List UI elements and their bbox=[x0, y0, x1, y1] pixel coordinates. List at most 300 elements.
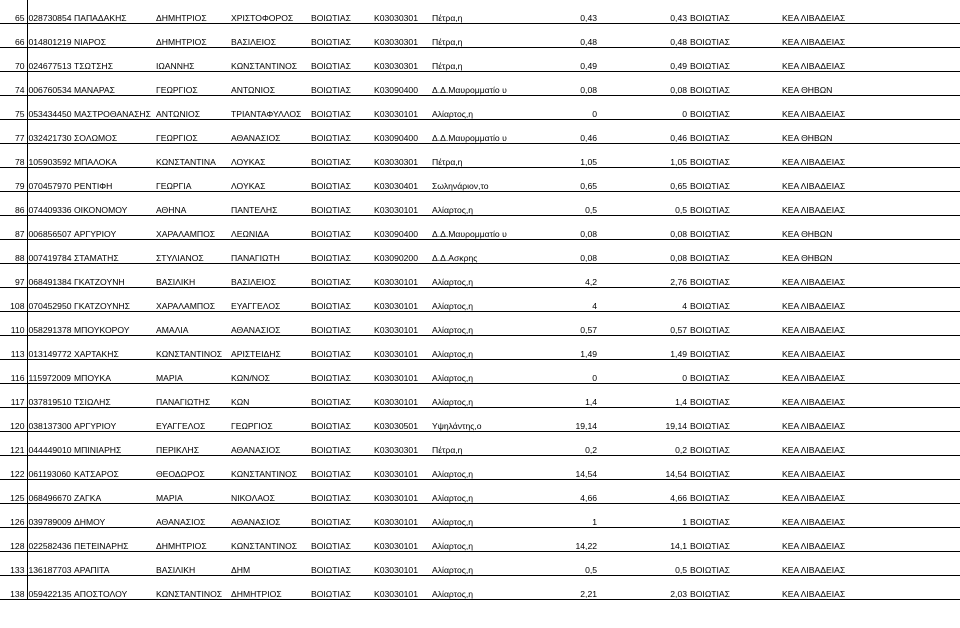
cell-v2[interactable]: 2,76 bbox=[599, 264, 689, 288]
cell-name[interactable]: ΚΩΝ bbox=[230, 384, 310, 408]
cell-father[interactable]: ΧΑΡΑΛΑΜΠΟΣ bbox=[155, 216, 230, 240]
cell-kea[interactable]: ΚΕΑ ΛΙΒΑΔΕΙΑΣ bbox=[781, 504, 960, 528]
cell-region[interactable]: ΒΟΙΩΤΙΑΣ bbox=[689, 264, 781, 288]
cell-region[interactable]: ΒΟΙΩΤΙΑΣ bbox=[689, 504, 781, 528]
cell-name[interactable]: ΚΩΝ/ΝΟΣ bbox=[230, 360, 310, 384]
cell-code[interactable]: 006760534 bbox=[27, 72, 73, 96]
cell-father[interactable]: ΔΗΜΗΤΡΙΟΣ bbox=[155, 528, 230, 552]
cell-place[interactable]: Αλίαρτος,η bbox=[431, 504, 527, 528]
cell-kea[interactable]: ΚΕΑ ΛΙΒΑΔΕΙΑΣ bbox=[781, 264, 960, 288]
cell-father[interactable]: ΧΑΡΑΛΑΜΠΟΣ bbox=[155, 288, 230, 312]
cell-kcode[interactable]: K03090400 bbox=[373, 216, 431, 240]
cell-name[interactable]: ΑΡΙΣΤΕΙΔΗΣ bbox=[230, 336, 310, 360]
cell-v1[interactable]: 0,48 bbox=[527, 24, 599, 48]
cell-code[interactable]: 074409336 bbox=[27, 192, 73, 216]
cell-kcode[interactable]: K03030301 bbox=[373, 0, 431, 24]
cell-v2[interactable]: 0,48 bbox=[599, 24, 689, 48]
cell-surname[interactable]: ΣΤΑΜΑΤΗΣ bbox=[73, 240, 155, 264]
cell-father[interactable]: ΠΕΡΙΚΛΗΣ bbox=[155, 432, 230, 456]
cell-v2[interactable]: 0 bbox=[599, 360, 689, 384]
cell-prefecture[interactable]: ΒΟΙΩΤΙΑΣ bbox=[310, 24, 373, 48]
cell-region[interactable]: ΒΟΙΩΤΙΑΣ bbox=[689, 96, 781, 120]
cell-code[interactable]: 059422135 bbox=[27, 576, 73, 600]
cell-code[interactable]: 105903592 bbox=[27, 144, 73, 168]
cell-surname[interactable]: ΑΡΓΥΡΙΟΥ bbox=[73, 216, 155, 240]
cell-region[interactable]: ΒΟΙΩΤΙΑΣ bbox=[689, 288, 781, 312]
cell-prefecture[interactable]: ΒΟΙΩΤΙΑΣ bbox=[310, 432, 373, 456]
cell-v1[interactable]: 19,14 bbox=[527, 408, 599, 432]
cell-num[interactable]: 120 bbox=[0, 408, 27, 432]
cell-v1[interactable]: 0,2 bbox=[527, 432, 599, 456]
cell-prefecture[interactable]: ΒΟΙΩΤΙΑΣ bbox=[310, 96, 373, 120]
cell-code[interactable]: 061193060 bbox=[27, 456, 73, 480]
cell-surname[interactable]: ΜΑΣΤΡΟΘΑΝΑΣΗΣ bbox=[73, 96, 155, 120]
cell-v2[interactable]: 0,08 bbox=[599, 72, 689, 96]
cell-region[interactable]: ΒΟΙΩΤΙΑΣ bbox=[689, 576, 781, 600]
cell-kea[interactable]: ΚΕΑ ΛΙΒΑΔΕΙΑΣ bbox=[781, 144, 960, 168]
cell-prefecture[interactable]: ΒΟΙΩΤΙΑΣ bbox=[310, 408, 373, 432]
cell-kcode[interactable]: K03030301 bbox=[373, 432, 431, 456]
cell-surname[interactable]: ΣΟΛΩΜΟΣ bbox=[73, 120, 155, 144]
cell-prefecture[interactable]: ΒΟΙΩΤΙΑΣ bbox=[310, 144, 373, 168]
cell-region[interactable]: ΒΟΙΩΤΙΑΣ bbox=[689, 408, 781, 432]
cell-v2[interactable]: 0,57 bbox=[599, 312, 689, 336]
cell-name[interactable]: ΠΑΝΑΓΙΩΤΗ bbox=[230, 240, 310, 264]
cell-name[interactable]: ΓΕΩΡΓΙΟΣ bbox=[230, 408, 310, 432]
cell-place[interactable]: Πέτρα,η bbox=[431, 144, 527, 168]
cell-name[interactable]: ΔΗΜ bbox=[230, 552, 310, 576]
cell-region[interactable]: ΒΟΙΩΤΙΑΣ bbox=[689, 120, 781, 144]
cell-prefecture[interactable]: ΒΟΙΩΤΙΑΣ bbox=[310, 72, 373, 96]
cell-father[interactable]: ΚΩΝΣΤΑΝΤΙΝΟΣ bbox=[155, 576, 230, 600]
cell-prefecture[interactable]: ΒΟΙΩΤΙΑΣ bbox=[310, 528, 373, 552]
cell-code[interactable]: 037819510 bbox=[27, 384, 73, 408]
cell-surname[interactable]: ΠΑΠΑΔΑΚΗΣ bbox=[73, 0, 155, 24]
cell-prefecture[interactable]: ΒΟΙΩΤΙΑΣ bbox=[310, 576, 373, 600]
cell-prefecture[interactable]: ΒΟΙΩΤΙΑΣ bbox=[310, 48, 373, 72]
cell-surname[interactable]: ΟΙΚΟΝΟΜΟΥ bbox=[73, 192, 155, 216]
cell-num[interactable]: 126 bbox=[0, 504, 27, 528]
cell-name[interactable]: ΑΝΤΩΝΙΟΣ bbox=[230, 72, 310, 96]
cell-kcode[interactable]: K03090400 bbox=[373, 120, 431, 144]
cell-num[interactable]: 97 bbox=[0, 264, 27, 288]
cell-region[interactable]: ΒΟΙΩΤΙΑΣ bbox=[689, 144, 781, 168]
cell-kea[interactable]: ΚΕΑ ΛΙΒΑΔΕΙΑΣ bbox=[781, 432, 960, 456]
cell-kea[interactable]: ΚΕΑ ΘΗΒΩΝ bbox=[781, 240, 960, 264]
cell-name[interactable]: ΚΩΝΣΤΑΝΤΙΝΟΣ bbox=[230, 48, 310, 72]
cell-region[interactable]: ΒΟΙΩΤΙΑΣ bbox=[689, 240, 781, 264]
cell-name[interactable]: ΠΑΝΤΕΛΗΣ bbox=[230, 192, 310, 216]
cell-v2[interactable]: 19,14 bbox=[599, 408, 689, 432]
cell-surname[interactable]: ΑΡΑΠΙΤΑ bbox=[73, 552, 155, 576]
cell-place[interactable]: Υψηλάντης,ο bbox=[431, 408, 527, 432]
cell-num[interactable]: 79 bbox=[0, 168, 27, 192]
cell-father[interactable]: ΑΘΗΝΑ bbox=[155, 192, 230, 216]
cell-code[interactable]: 058291378 bbox=[27, 312, 73, 336]
cell-surname[interactable]: ΜΠΟΥΚΑ bbox=[73, 360, 155, 384]
cell-surname[interactable]: ΜΠΑΛΟΚΑ bbox=[73, 144, 155, 168]
cell-region[interactable]: ΒΟΙΩΤΙΑΣ bbox=[689, 72, 781, 96]
cell-prefecture[interactable]: ΒΟΙΩΤΙΑΣ bbox=[310, 504, 373, 528]
cell-num[interactable]: 133 bbox=[0, 552, 27, 576]
cell-kea[interactable]: ΚΕΑ ΛΙΒΑΔΕΙΑΣ bbox=[781, 552, 960, 576]
cell-kea[interactable]: ΚΕΑ ΛΙΒΑΔΕΙΑΣ bbox=[781, 576, 960, 600]
cell-code[interactable]: 013149772 bbox=[27, 336, 73, 360]
cell-kcode[interactable]: K03030101 bbox=[373, 312, 431, 336]
cell-region[interactable]: ΒΟΙΩΤΙΑΣ bbox=[689, 528, 781, 552]
cell-v1[interactable]: 1,4 bbox=[527, 384, 599, 408]
cell-kea[interactable]: ΚΕΑ ΘΗΒΩΝ bbox=[781, 216, 960, 240]
cell-place[interactable]: Πέτρα,η bbox=[431, 48, 527, 72]
cell-num[interactable]: 128 bbox=[0, 528, 27, 552]
cell-kea[interactable]: ΚΕΑ ΛΙΒΑΔΕΙΑΣ bbox=[781, 408, 960, 432]
cell-father[interactable]: ΑΝΤΩΝΙΟΣ bbox=[155, 96, 230, 120]
cell-code[interactable]: 136187703 bbox=[27, 552, 73, 576]
cell-v1[interactable]: 0,08 bbox=[527, 72, 599, 96]
cell-code[interactable]: 032421730 bbox=[27, 120, 73, 144]
cell-name[interactable]: ΧΡΙΣΤΟΦΟΡΟΣ bbox=[230, 0, 310, 24]
cell-region[interactable]: ΒΟΙΩΤΙΑΣ bbox=[689, 384, 781, 408]
cell-v2[interactable]: 0,46 bbox=[599, 120, 689, 144]
cell-kcode[interactable]: K03030101 bbox=[373, 384, 431, 408]
cell-region[interactable]: ΒΟΙΩΤΙΑΣ bbox=[689, 336, 781, 360]
cell-code[interactable]: 068496670 bbox=[27, 480, 73, 504]
cell-prefecture[interactable]: ΒΟΙΩΤΙΑΣ bbox=[310, 216, 373, 240]
cell-father[interactable]: ΑΜΑΛΙΑ bbox=[155, 312, 230, 336]
cell-surname[interactable]: ΜΠΟΥΚΟΡΟΥ bbox=[73, 312, 155, 336]
cell-name[interactable]: ΛΟΥΚΑΣ bbox=[230, 168, 310, 192]
cell-v1[interactable]: 0,5 bbox=[527, 192, 599, 216]
cell-v1[interactable]: 0,08 bbox=[527, 240, 599, 264]
cell-father[interactable]: ΕΥΑΓΓΕΛΟΣ bbox=[155, 408, 230, 432]
cell-place[interactable]: Πέτρα,η bbox=[431, 24, 527, 48]
cell-prefecture[interactable]: ΒΟΙΩΤΙΑΣ bbox=[310, 480, 373, 504]
cell-v2[interactable]: 0,43 bbox=[599, 0, 689, 24]
cell-kea[interactable]: ΚΕΑ ΛΙΒΑΔΕΙΑΣ bbox=[781, 192, 960, 216]
cell-region[interactable]: ΒΟΙΩΤΙΑΣ bbox=[689, 552, 781, 576]
cell-v2[interactable]: 0,49 bbox=[599, 48, 689, 72]
cell-kea[interactable]: ΚΕΑ ΛΙΒΑΔΕΙΑΣ bbox=[781, 0, 960, 24]
cell-prefecture[interactable]: ΒΟΙΩΤΙΑΣ bbox=[310, 0, 373, 24]
cell-kea[interactable]: ΚΕΑ ΛΙΒΑΔΕΙΑΣ bbox=[781, 288, 960, 312]
cell-surname[interactable]: ΓΚΑΤΖΟΥΝΗΣ bbox=[73, 288, 155, 312]
cell-region[interactable]: ΒΟΙΩΤΙΑΣ bbox=[689, 192, 781, 216]
cell-place[interactable]: Δ.Δ.Μαυρομματίο υ bbox=[431, 72, 527, 96]
cell-prefecture[interactable]: ΒΟΙΩΤΙΑΣ bbox=[310, 264, 373, 288]
cell-prefecture[interactable]: ΒΟΙΩΤΙΑΣ bbox=[310, 192, 373, 216]
cell-num[interactable]: 86 bbox=[0, 192, 27, 216]
cell-kea[interactable]: ΚΕΑ ΛΙΒΑΔΕΙΑΣ bbox=[781, 360, 960, 384]
cell-surname[interactable]: ΖΑΓΚΑ bbox=[73, 480, 155, 504]
cell-num[interactable]: 125 bbox=[0, 480, 27, 504]
cell-name[interactable]: ΒΑΣΙΛΕΙΟΣ bbox=[230, 24, 310, 48]
cell-prefecture[interactable]: ΒΟΙΩΤΙΑΣ bbox=[310, 552, 373, 576]
cell-father[interactable]: ΣΤΥΛΙΑΝΟΣ bbox=[155, 240, 230, 264]
cell-num[interactable]: 110 bbox=[0, 312, 27, 336]
cell-prefecture[interactable]: ΒΟΙΩΤΙΑΣ bbox=[310, 336, 373, 360]
cell-surname[interactable]: ΠΕΤΕΙΝΑΡΗΣ bbox=[73, 528, 155, 552]
cell-place[interactable]: Σωληνάριον,το bbox=[431, 168, 527, 192]
cell-v1[interactable]: 4 bbox=[527, 288, 599, 312]
cell-kea[interactable]: ΚΕΑ ΘΗΒΩΝ bbox=[781, 120, 960, 144]
cell-v1[interactable]: 0 bbox=[527, 96, 599, 120]
cell-name[interactable]: ΛΟΥΚΑΣ bbox=[230, 144, 310, 168]
cell-prefecture[interactable]: ΒΟΙΩΤΙΑΣ bbox=[310, 120, 373, 144]
cell-kcode[interactable]: K03030301 bbox=[373, 144, 431, 168]
cell-prefecture[interactable]: ΒΟΙΩΤΙΑΣ bbox=[310, 456, 373, 480]
cell-code[interactable]: 053434450 bbox=[27, 96, 73, 120]
cell-place[interactable]: Δ.Δ.Μαυρομματίο υ bbox=[431, 216, 527, 240]
cell-v2[interactable]: 1,4 bbox=[599, 384, 689, 408]
cell-num[interactable]: 108 bbox=[0, 288, 27, 312]
cell-prefecture[interactable]: ΒΟΙΩΤΙΑΣ bbox=[310, 312, 373, 336]
cell-kea[interactable]: ΚΕΑ ΛΙΒΑΔΕΙΑΣ bbox=[781, 528, 960, 552]
cell-v2[interactable]: 14,1 bbox=[599, 528, 689, 552]
cell-kcode[interactable]: K03090200 bbox=[373, 240, 431, 264]
cell-v1[interactable]: 0,46 bbox=[527, 120, 599, 144]
cell-kcode[interactable]: K03030101 bbox=[373, 576, 431, 600]
cell-name[interactable]: ΕΥΑΓΓΕΛΟΣ bbox=[230, 288, 310, 312]
cell-surname[interactable]: ΑΡΓΥΡΙΟΥ bbox=[73, 408, 155, 432]
cell-code[interactable]: 007419784 bbox=[27, 240, 73, 264]
cell-place[interactable]: Αλίαρτος,η bbox=[431, 576, 527, 600]
cell-code[interactable]: 070452950 bbox=[27, 288, 73, 312]
cell-kcode[interactable]: K03030101 bbox=[373, 480, 431, 504]
cell-v1[interactable]: 1,05 bbox=[527, 144, 599, 168]
cell-place[interactable]: Αλίαρτος,η bbox=[431, 552, 527, 576]
cell-kcode[interactable]: K03030101 bbox=[373, 552, 431, 576]
cell-num[interactable]: 113 bbox=[0, 336, 27, 360]
cell-v2[interactable]: 0,08 bbox=[599, 240, 689, 264]
cell-place[interactable]: Αλίαρτος,η bbox=[431, 288, 527, 312]
cell-place[interactable]: Αλίαρτος,η bbox=[431, 264, 527, 288]
cell-surname[interactable]: ΜΑΝΑΡΑΣ bbox=[73, 72, 155, 96]
cell-surname[interactable]: ΚΑΤΣΑΡΟΣ bbox=[73, 456, 155, 480]
cell-kcode[interactable]: K03030101 bbox=[373, 264, 431, 288]
cell-v1[interactable]: 14,22 bbox=[527, 528, 599, 552]
cell-v1[interactable]: 0,57 bbox=[527, 312, 599, 336]
cell-place[interactable]: Αλίαρτος,η bbox=[431, 480, 527, 504]
cell-num[interactable]: 70 bbox=[0, 48, 27, 72]
cell-kea[interactable]: ΚΕΑ ΘΗΒΩΝ bbox=[781, 72, 960, 96]
cell-father[interactable]: ΒΑΣΙΛΙΚΗ bbox=[155, 264, 230, 288]
cell-v2[interactable]: 0,2 bbox=[599, 432, 689, 456]
cell-prefecture[interactable]: ΒΟΙΩΤΙΑΣ bbox=[310, 384, 373, 408]
cell-v2[interactable]: 2,03 bbox=[599, 576, 689, 600]
cell-kea[interactable]: ΚΕΑ ΛΙΒΑΔΕΙΑΣ bbox=[781, 456, 960, 480]
cell-place[interactable]: Δ.Δ.Ασκρης bbox=[431, 240, 527, 264]
cell-v2[interactable]: 0,5 bbox=[599, 552, 689, 576]
cell-place[interactable]: Αλίαρτος,η bbox=[431, 384, 527, 408]
cell-prefecture[interactable]: ΒΟΙΩΤΙΑΣ bbox=[310, 360, 373, 384]
cell-prefecture[interactable]: ΒΟΙΩΤΙΑΣ bbox=[310, 168, 373, 192]
cell-v1[interactable]: 1,49 bbox=[527, 336, 599, 360]
cell-kcode[interactable]: K03030301 bbox=[373, 48, 431, 72]
cell-name[interactable]: ΑΘΑΝΑΣΙΟΣ bbox=[230, 312, 310, 336]
cell-place[interactable]: Αλίαρτος,η bbox=[431, 456, 527, 480]
cell-region[interactable]: ΒΟΙΩΤΙΑΣ bbox=[689, 168, 781, 192]
cell-v1[interactable]: 0,5 bbox=[527, 552, 599, 576]
cell-place[interactable]: Αλίαρτος,η bbox=[431, 192, 527, 216]
cell-v1[interactable]: 0 bbox=[527, 360, 599, 384]
cell-kea[interactable]: ΚΕΑ ΛΙΒΑΔΕΙΑΣ bbox=[781, 48, 960, 72]
cell-num[interactable]: 88 bbox=[0, 240, 27, 264]
cell-v1[interactable]: 0,08 bbox=[527, 216, 599, 240]
cell-region[interactable]: ΒΟΙΩΤΙΑΣ bbox=[689, 0, 781, 24]
cell-v1[interactable]: 4,66 bbox=[527, 480, 599, 504]
cell-code[interactable]: 024677513 bbox=[27, 48, 73, 72]
cell-kcode[interactable]: K03030101 bbox=[373, 456, 431, 480]
cell-surname[interactable]: ΤΣΙΩΛΗΣ bbox=[73, 384, 155, 408]
cell-kcode[interactable]: K03030101 bbox=[373, 192, 431, 216]
cell-kcode[interactable]: K03030101 bbox=[373, 288, 431, 312]
cell-name[interactable]: ΚΩΝΣΤΑΝΤΙΝΟΣ bbox=[230, 528, 310, 552]
cell-num[interactable]: 75 bbox=[0, 96, 27, 120]
cell-v2[interactable]: 0,08 bbox=[599, 216, 689, 240]
cell-prefecture[interactable]: ΒΟΙΩΤΙΑΣ bbox=[310, 240, 373, 264]
cell-code[interactable]: 044449010 bbox=[27, 432, 73, 456]
cell-surname[interactable]: ΤΣΩΤΣΗΣ bbox=[73, 48, 155, 72]
cell-surname[interactable]: ΔΗΜΟΥ bbox=[73, 504, 155, 528]
cell-kea[interactable]: ΚΕΑ ΛΙΒΑΔΕΙΑΣ bbox=[781, 168, 960, 192]
cell-v2[interactable]: 1 bbox=[599, 504, 689, 528]
cell-kea[interactable]: ΚΕΑ ΛΙΒΑΔΕΙΑΣ bbox=[781, 96, 960, 120]
cell-region[interactable]: ΒΟΙΩΤΙΑΣ bbox=[689, 456, 781, 480]
cell-region[interactable]: ΒΟΙΩΤΙΑΣ bbox=[689, 216, 781, 240]
cell-name[interactable]: ΑΘΑΝΑΣΙΟΣ bbox=[230, 120, 310, 144]
cell-place[interactable]: Πέτρα,η bbox=[431, 0, 527, 24]
cell-name[interactable]: ΑΘΑΝΑΣΙΟΣ bbox=[230, 432, 310, 456]
cell-place[interactable]: Δ.Δ.Μαυρομματίο υ bbox=[431, 120, 527, 144]
cell-v2[interactable]: 4 bbox=[599, 288, 689, 312]
cell-surname[interactable]: ΜΠΙΝΙΑΡΗΣ bbox=[73, 432, 155, 456]
cell-v2[interactable]: 1,49 bbox=[599, 336, 689, 360]
cell-kcode[interactable]: K03030101 bbox=[373, 336, 431, 360]
cell-v1[interactable]: 0,43 bbox=[527, 0, 599, 24]
cell-father[interactable]: ΜΑΡΙΑ bbox=[155, 360, 230, 384]
cell-kcode[interactable]: K03030301 bbox=[373, 24, 431, 48]
cell-code[interactable]: 028730854 bbox=[27, 0, 73, 24]
cell-father[interactable]: ΔΗΜΗΤΡΙΟΣ bbox=[155, 0, 230, 24]
cell-kea[interactable]: ΚΕΑ ΛΙΒΑΔΕΙΑΣ bbox=[781, 312, 960, 336]
cell-num[interactable]: 138 bbox=[0, 576, 27, 600]
cell-name[interactable]: ΑΘΑΝΑΣΙΟΣ bbox=[230, 504, 310, 528]
cell-region[interactable]: ΒΟΙΩΤΙΑΣ bbox=[689, 24, 781, 48]
cell-father[interactable]: ΠΑΝΑΓΙΩΤΗΣ bbox=[155, 384, 230, 408]
cell-place[interactable]: Αλίαρτος,η bbox=[431, 528, 527, 552]
cell-father[interactable]: ΓΕΩΡΓΙΟΣ bbox=[155, 120, 230, 144]
cell-v1[interactable]: 1 bbox=[527, 504, 599, 528]
cell-name[interactable]: ΤΡΙΑΝΤΑΦΥΛΛΟΣ bbox=[230, 96, 310, 120]
cell-num[interactable]: 121 bbox=[0, 432, 27, 456]
cell-father[interactable]: ΓΕΩΡΓΙΟΣ bbox=[155, 72, 230, 96]
cell-v1[interactable]: 0,49 bbox=[527, 48, 599, 72]
cell-name[interactable]: ΒΑΣΙΛΕΙΟΣ bbox=[230, 264, 310, 288]
cell-kcode[interactable]: K03090400 bbox=[373, 72, 431, 96]
cell-father[interactable]: ΔΗΜΗΤΡΙΟΣ bbox=[155, 24, 230, 48]
cell-father[interactable]: ΚΩΝΣΤΑΝΤΙΝΑ bbox=[155, 144, 230, 168]
cell-kea[interactable]: ΚΕΑ ΛΙΒΑΔΕΙΑΣ bbox=[781, 384, 960, 408]
cell-v1[interactable]: 4,2 bbox=[527, 264, 599, 288]
cell-num[interactable]: 78 bbox=[0, 144, 27, 168]
cell-code[interactable]: 115972009 bbox=[27, 360, 73, 384]
cell-kcode[interactable]: K03030101 bbox=[373, 360, 431, 384]
cell-num[interactable]: 65 bbox=[0, 0, 27, 24]
cell-num[interactable]: 74 bbox=[0, 72, 27, 96]
cell-kcode[interactable]: K03030101 bbox=[373, 96, 431, 120]
cell-region[interactable]: ΒΟΙΩΤΙΑΣ bbox=[689, 48, 781, 72]
cell-num[interactable]: 87 bbox=[0, 216, 27, 240]
cell-name[interactable]: ΔΗΜΗΤΡΙΟΣ bbox=[230, 576, 310, 600]
cell-num[interactable]: 117 bbox=[0, 384, 27, 408]
cell-kea[interactable]: ΚΕΑ ΛΙΒΑΔΕΙΑΣ bbox=[781, 24, 960, 48]
cell-father[interactable]: ΘΕΟΔΩΡΟΣ bbox=[155, 456, 230, 480]
cell-father[interactable]: ΙΩΑΝΝΗΣ bbox=[155, 48, 230, 72]
cell-code[interactable]: 006856507 bbox=[27, 216, 73, 240]
cell-prefecture[interactable]: ΒΟΙΩΤΙΑΣ bbox=[310, 288, 373, 312]
cell-father[interactable]: ΑΘΑΝΑΣΙΟΣ bbox=[155, 504, 230, 528]
cell-num[interactable]: 77 bbox=[0, 120, 27, 144]
cell-code[interactable]: 038137300 bbox=[27, 408, 73, 432]
cell-kcode[interactable]: K03030101 bbox=[373, 528, 431, 552]
cell-kea[interactable]: ΚΕΑ ΛΙΒΑΔΕΙΑΣ bbox=[781, 336, 960, 360]
cell-name[interactable]: ΚΩΝΣΤΑΝΤΙΝΟΣ bbox=[230, 456, 310, 480]
cell-place[interactable]: Αλίαρτος,η bbox=[431, 336, 527, 360]
cell-kcode[interactable]: K03030401 bbox=[373, 168, 431, 192]
cell-name[interactable]: ΝΙΚΟΛΑΟΣ bbox=[230, 480, 310, 504]
cell-code[interactable]: 014801219 bbox=[27, 24, 73, 48]
cell-v2[interactable]: 0,5 bbox=[599, 192, 689, 216]
cell-v1[interactable]: 0,65 bbox=[527, 168, 599, 192]
cell-place[interactable]: Αλίαρτος,η bbox=[431, 96, 527, 120]
cell-surname[interactable]: ΝΙΑΡΟΣ bbox=[73, 24, 155, 48]
cell-v2[interactable]: 14,54 bbox=[599, 456, 689, 480]
cell-code[interactable]: 070457970 bbox=[27, 168, 73, 192]
cell-father[interactable]: ΓΕΩΡΓΙΑ bbox=[155, 168, 230, 192]
cell-num[interactable]: 122 bbox=[0, 456, 27, 480]
cell-v2[interactable]: 0 bbox=[599, 96, 689, 120]
cell-kcode[interactable]: K03030501 bbox=[373, 408, 431, 432]
cell-region[interactable]: ΒΟΙΩΤΙΑΣ bbox=[689, 432, 781, 456]
cell-kea[interactable]: ΚΕΑ ΛΙΒΑΔΕΙΑΣ bbox=[781, 480, 960, 504]
cell-father[interactable]: ΚΩΝΣΤΑΝΤΙΝΟΣ bbox=[155, 336, 230, 360]
cell-father[interactable]: ΜΑΡΙΑ bbox=[155, 480, 230, 504]
cell-v2[interactable]: 1,05 bbox=[599, 144, 689, 168]
cell-father[interactable]: ΒΑΣΙΛΙΚΗ bbox=[155, 552, 230, 576]
cell-surname[interactable]: ΡΕΝΤΙΦΗ bbox=[73, 168, 155, 192]
cell-v2[interactable]: 0,65 bbox=[599, 168, 689, 192]
cell-region[interactable]: ΒΟΙΩΤΙΑΣ bbox=[689, 360, 781, 384]
cell-place[interactable]: Αλίαρτος,η bbox=[431, 360, 527, 384]
cell-place[interactable]: Πέτρα,η bbox=[431, 432, 527, 456]
cell-kcode[interactable]: K03030101 bbox=[373, 504, 431, 528]
cell-v2[interactable]: 4,66 bbox=[599, 480, 689, 504]
cell-code[interactable]: 022582436 bbox=[27, 528, 73, 552]
cell-code[interactable]: 068491384 bbox=[27, 264, 73, 288]
cell-region[interactable]: ΒΟΙΩΤΙΑΣ bbox=[689, 480, 781, 504]
cell-place[interactable]: Αλίαρτος,η bbox=[431, 312, 527, 336]
cell-region[interactable]: ΒΟΙΩΤΙΑΣ bbox=[689, 312, 781, 336]
cell-num[interactable]: 116 bbox=[0, 360, 27, 384]
cell-v1[interactable]: 2,21 bbox=[527, 576, 599, 600]
cell-name[interactable]: ΛΕΩΝΙΔΑ bbox=[230, 216, 310, 240]
cell-num[interactable]: 66 bbox=[0, 24, 27, 48]
cell-code[interactable]: 039789009 bbox=[27, 504, 73, 528]
cell-v1[interactable]: 14,54 bbox=[527, 456, 599, 480]
cell-surname[interactable]: ΓΚΑΤΖΟΥΝΗ bbox=[73, 264, 155, 288]
cell-surname[interactable]: ΧΑΡΤΑΚΗΣ bbox=[73, 336, 155, 360]
cell-surname[interactable]: ΑΠΟΣΤΟΛΟΥ bbox=[73, 576, 155, 600]
